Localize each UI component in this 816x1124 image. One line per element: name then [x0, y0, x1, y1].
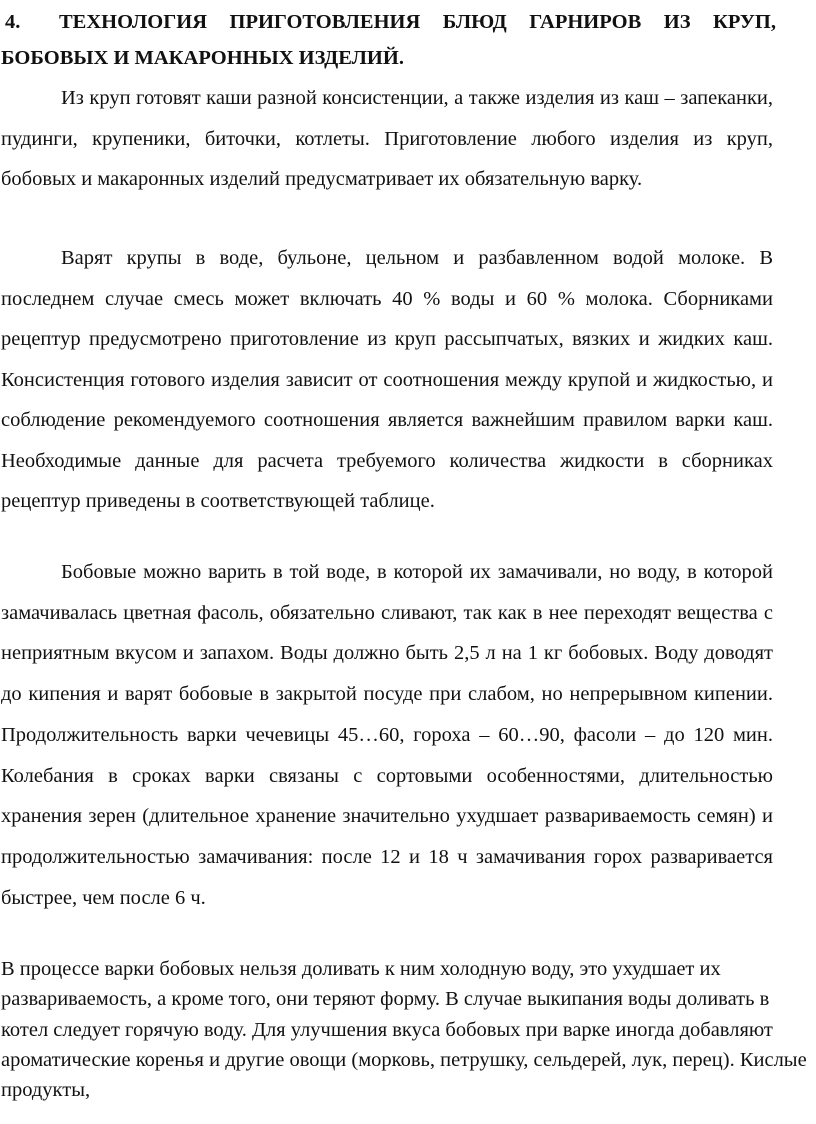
- paragraph-legumes: Бобовые можно варить в той воде, в которой их замачивали, но воду, в которой замачивалась цветная фасоль, обязательно сливают, так как в нее переходят вещества с неприятным вкусом и запахом. Воды должно быть 2,5 л на 1 кг бобовых. Воду доводят до кипения и варят бобовые в закрытой посуде при слабом, но непрерывном кипении. Продолжительность варки чечевицы 45…60, гороха – 60…90, фасоли – до 120 мин. Колебания в сроках варки связаны с сортовыми особенностями, длительностью хранения зерен (длительное хранение значительно ухудшает развариваемость семян) и продолжительностью замачивания: после 12 и 18 ч замачивания горох разваривается быстрее, чем после 6 ч.: [1, 561, 773, 909]
- paragraph-cereals-intro: Из круп готовят каши разной консистенции, а также изделия из каш – запеканки, пудинги, крупеники, биточки, котлеты. Приготовление любого изделия из круп, бобовых и макаронных изделий предусматривает их обязательную варку.: [1, 87, 773, 190]
- section-number: 4.: [5, 11, 21, 33]
- paragraph-legumes-water: В процессе варки бобовых нельзя доливать к ним холодную воду, это ухудшает их развариваемость, а кроме того, они теряют форму. В случае выкипания воды доливать в котел следует горячую воду. Для улучшения вкуса бобовых при варке иногда добавляют ароматические коренья и другие овощи (морковь, петрушку, сельдерей, лук, перец). Кислые продукты,: [1, 958, 807, 1102]
- section-title: ТЕХНОЛОГИЯ ПРИГОТОВЛЕНИЯ БЛЮД ГАРНИРОВ ИЗ КРУП, БОБОВЫХ И МАКАРОННЫХ ИЗДЕЛИЙ.: [1, 11, 776, 69]
- paragraph-cooking-cereals: Варят крупы в воде, бульоне, цельном и разбавленном водой молоке. В последнем случае смесь может включать 40 % воды и 60 % молока. Сборниками рецептур предусмотрено приготовление из круп рассыпчатых, вязких и жидких каш. Консистенция готового изделия зависит от соотношения между крупой и жидкостью, и соблюдение рекомендуемого соотношения является важнейшим правилом варки каш. Необходимые данные для расчета требуемого количества жидкости в сборниках рецептур приведены в соответствующей таблице.: [1, 247, 773, 512]
- section-heading: [1, 4, 776, 76]
